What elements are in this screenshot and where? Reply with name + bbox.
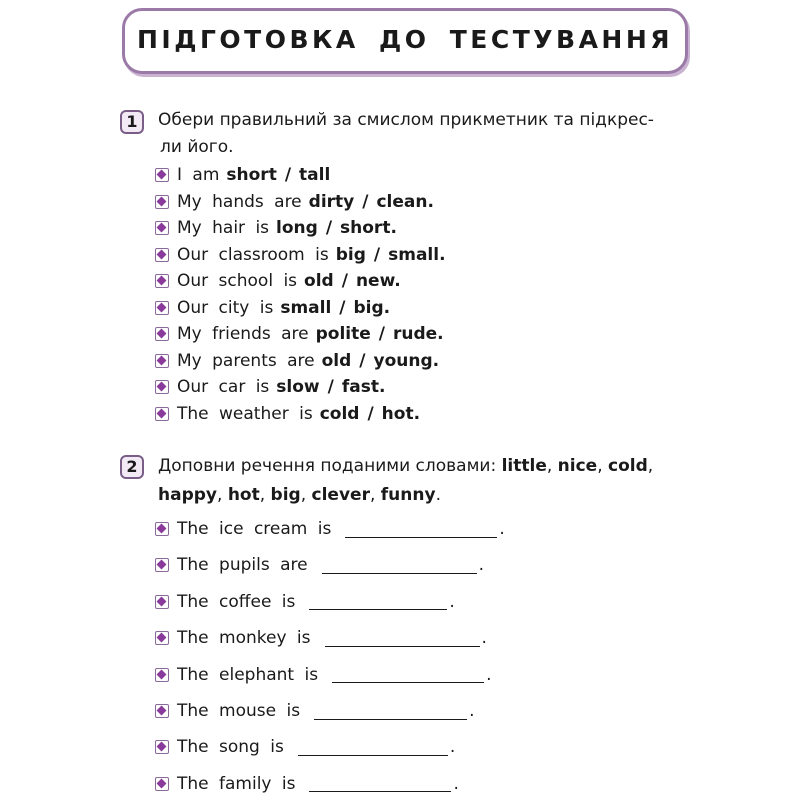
word-bank-word: funny	[380, 485, 436, 505]
exercise-1-instruction	[158, 107, 698, 161]
choice-option-a[interactable]: polite	[315, 324, 371, 344]
sentence-end: .	[486, 664, 492, 685]
choice-separator: /	[339, 297, 346, 318]
choice-option-b[interactable]: new.	[355, 271, 401, 291]
exercise-2-instruction-prefix: Доповни речення поданими словами:	[158, 456, 497, 476]
exercise-1-item	[155, 268, 401, 294]
choice-option-b[interactable]: big.	[353, 297, 391, 318]
diamond-bullet-icon	[155, 301, 169, 315]
exercise-1-item	[155, 321, 444, 347]
item-stem: The elephant is	[177, 664, 319, 685]
word-bank-word: little	[501, 456, 547, 476]
answer-blank[interactable]	[298, 739, 448, 756]
choice-option-b[interactable]: hot.	[381, 403, 421, 424]
item-stem: The pupils are	[177, 555, 308, 576]
choice-option-a[interactable]: old	[321, 350, 352, 371]
choice-option-b[interactable]: tall	[299, 165, 331, 185]
sentence-end: .	[469, 701, 475, 721]
diamond-bullet-icon	[155, 248, 169, 262]
sentence-end: .	[453, 773, 459, 794]
exercise-2-instruction	[158, 452, 703, 510]
choice-option-a[interactable]: dirty	[308, 191, 355, 212]
item-stem: Our school is	[177, 271, 298, 291]
exercise-1-item	[155, 242, 446, 268]
choice-option-b[interactable]: small.	[388, 244, 446, 265]
exercise-2-item	[155, 625, 487, 651]
choice-option-a[interactable]: long	[276, 218, 318, 238]
exercise-2-item	[155, 552, 484, 578]
item-stem: My friends are	[177, 324, 309, 344]
choice-option-a[interactable]: slow	[276, 377, 320, 397]
word-bank-word: hot	[227, 485, 260, 505]
diamond-bullet-icon	[155, 668, 169, 682]
diamond-bullet-icon	[155, 558, 169, 572]
choice-option-b[interactable]: clean.	[376, 191, 434, 212]
choice-option-b[interactable]: short.	[340, 218, 397, 238]
sentence-end: .	[499, 519, 505, 539]
answer-blank[interactable]	[309, 775, 451, 792]
choice-separator: /	[373, 244, 381, 265]
exercise-2-word-bank: little, nice, cold, happy, hot, big, clever, funny.	[158, 456, 654, 505]
answer-blank[interactable]	[332, 666, 484, 683]
answer-blank[interactable]	[322, 557, 477, 574]
exercise-2-item	[155, 589, 455, 615]
item-stem: My hair is	[177, 218, 270, 238]
exercise-1-item	[155, 189, 434, 215]
choice-option-b[interactable]: rude.	[393, 324, 444, 344]
exercise-2-item	[155, 516, 505, 542]
diamond-bullet-icon	[155, 704, 169, 718]
item-stem: My parents are	[177, 350, 315, 371]
choice-option-a[interactable]: old	[304, 271, 334, 291]
sentence-end: .	[449, 591, 455, 612]
answer-blank[interactable]	[325, 630, 480, 647]
diamond-bullet-icon	[155, 777, 169, 791]
choice-option-b[interactable]: young.	[373, 350, 440, 371]
choice-separator: /	[284, 165, 292, 185]
choice-separator: /	[378, 324, 385, 344]
item-stem: The weather is	[177, 403, 313, 424]
word-bank-word: nice	[557, 456, 598, 476]
exercise-1-item	[155, 295, 390, 321]
choice-separator: /	[327, 377, 334, 397]
diamond-bullet-icon	[155, 274, 169, 288]
exercise-1-item	[155, 401, 420, 427]
diamond-bullet-icon	[155, 595, 169, 609]
item-stem: The coffee is	[177, 591, 296, 612]
exercise-2-number: 2	[120, 455, 144, 479]
diamond-bullet-icon	[155, 740, 169, 754]
diamond-bullet-icon	[155, 380, 169, 394]
sentence-end: .	[449, 737, 456, 758]
exercise-1-item	[155, 348, 439, 374]
item-stem: Our car is	[177, 377, 270, 397]
sentence-end: .	[481, 628, 487, 649]
item-stem: The monkey is	[177, 628, 311, 649]
exercise-1-item	[155, 374, 385, 400]
title-banner	[122, 8, 688, 74]
exercise-1-number: 1	[120, 110, 144, 134]
item-stem: I am	[177, 165, 220, 185]
answer-blank[interactable]	[309, 593, 447, 610]
diamond-bullet-icon	[155, 168, 169, 182]
exercise-1-instruction-line-2: ли його.	[160, 137, 234, 157]
exercise-2-item	[155, 771, 459, 797]
answer-blank[interactable]	[345, 521, 497, 538]
diamond-bullet-icon	[155, 631, 169, 645]
word-bank-word: big	[270, 485, 301, 505]
choice-separator: /	[367, 403, 374, 424]
word-bank-word: cold	[608, 456, 648, 476]
choice-option-a[interactable]: cold	[319, 403, 360, 424]
page-title: ПІДГОТОВКА ДО ТЕСТУВАННЯ	[136, 25, 674, 54]
answer-blank[interactable]	[314, 703, 467, 720]
exercise-1-item	[155, 162, 330, 188]
diamond-bullet-icon	[155, 195, 169, 209]
choice-option-a[interactable]: small	[280, 297, 332, 318]
sentence-end: .	[478, 555, 484, 576]
item-stem: The mouse is	[177, 701, 301, 721]
diamond-bullet-icon	[155, 221, 169, 235]
item-stem: Our city is	[177, 297, 274, 318]
item-stem: The family is	[177, 773, 296, 794]
exercise-2-item	[155, 698, 474, 724]
exercise-2-item	[155, 662, 491, 688]
diamond-bullet-icon	[155, 354, 169, 368]
diamond-bullet-icon	[155, 327, 169, 341]
word-bank-word: clever	[311, 485, 370, 505]
choice-option-a[interactable]: big	[335, 244, 366, 265]
choice-separator: /	[325, 218, 333, 238]
diamond-bullet-icon	[155, 522, 169, 536]
item-stem: My hands are	[177, 191, 302, 212]
diamond-bullet-icon	[155, 407, 169, 421]
choice-option-a[interactable]: short	[226, 165, 277, 185]
item-stem: Our classroom is	[177, 244, 329, 265]
exercise-2-item	[155, 734, 455, 760]
exercise-1-item	[155, 215, 397, 241]
exercise-1-instruction-line-1: Обери правильний за смислом прикметник та підкрес-	[158, 110, 654, 130]
choice-separator: /	[362, 191, 369, 212]
choice-separator: /	[359, 350, 366, 371]
choice-option-b[interactable]: fast.	[341, 377, 386, 397]
word-bank-word: happy	[158, 485, 217, 505]
item-stem: The ice cream is	[177, 519, 332, 539]
choice-separator: /	[341, 271, 348, 291]
item-stem: The song is	[177, 737, 284, 758]
